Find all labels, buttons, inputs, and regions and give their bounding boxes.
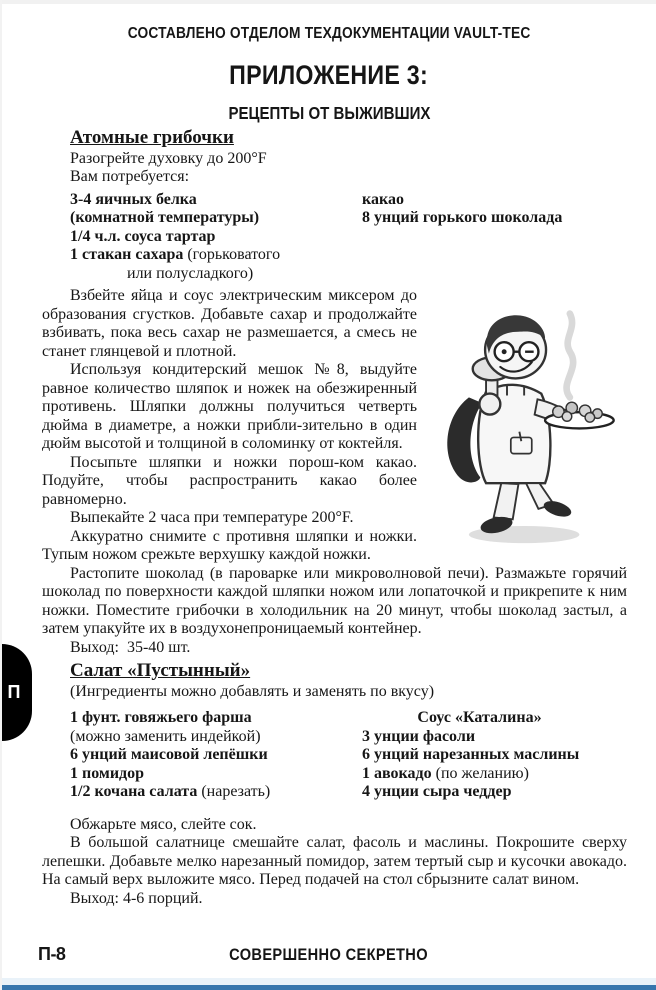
instruction-paragraph: Растопите шоколад (в пароварке или микроволновой печи). Размажьте горячий шоколад по поверхности каждой шляпки ножом или лопаточкой и прикрепите к ним ножки. Поместите грибочки в холодильник на 20 минут, чтобы шоколад застыл, а затем упакуйте их в воздухонепроницаемый контейнер. <box>42 564 627 637</box>
ingredient-item: 1 стакан сахара (горьковатого <box>70 246 281 263</box>
ingredients-column-left <box>42 191 362 284</box>
page-header <box>2 4 656 124</box>
appendix-title: ПРИЛОЖЕНИЕ 3: <box>229 60 429 90</box>
ingredient-item: 1 авокадо (по желанию) <box>362 764 529 782</box>
ingredients-grid <box>42 191 627 284</box>
page-number: П-8 <box>38 944 66 964</box>
compiled-by-line: СОСТАВЛЕНО ОТДЕЛОМ ТЕХДОКУМЕНТАЦИИ VAULT-TEC <box>127 25 531 42</box>
ingredient-item: 3-4 яичных белка <box>70 190 197 208</box>
ingredient-item: какао <box>362 190 404 208</box>
ingredient-item: 8 унций горького шоколада <box>362 209 563 226</box>
instruction-paragraph: Обжарьте мясо, слейте сок. <box>70 815 257 833</box>
recipe-desert-salad <box>42 662 627 908</box>
ingredients-column-left <box>42 709 362 802</box>
sauce-heading: Соус «Каталина» <box>417 709 542 726</box>
ingredients-note: (Ингредиенты можно добавлять и заменять по вкусу) <box>70 682 435 700</box>
ingredient-item: 1 помидор <box>70 764 145 782</box>
footer <box>2 945 656 965</box>
ingredient-item-continuation: или полусладкого) <box>127 264 254 282</box>
index-tab-letter: П <box>7 682 21 702</box>
ingredient-item: (комнатной температуры) <box>70 209 260 226</box>
ingredient-item: 6 унций маисовой лепёшки <box>70 746 268 763</box>
recipes-content <box>2 129 656 908</box>
preheat-line: Разогрейте духовку до 200°F <box>70 149 267 167</box>
instruction-paragraph: Используя кондитерский мешок №8, выдуйте равное количество шляпок и ножек на обезжиренный противень. Шляпки должны получиться четверть дюйма в диаметре, а ножки прибли-зительно в один дюйм высотой и толщиной в соломинку от коктейля. <box>42 361 417 452</box>
classification-stamp: СОВЕРШЕННО СЕКРЕТНО <box>229 945 429 964</box>
ingredient-item: 1 фунт. говяжьего фарша <box>70 709 252 726</box>
page-subtitle: РЕЦЕПТЫ ОТ ВЫЖИВШИХ <box>228 103 430 123</box>
ingredients-column-right <box>362 709 627 802</box>
instruction-paragraph: Взбейте яйца и соус электрическим миксером до образования сгустков. Добавьте сахар и продолжайте взбивать, пока весь сахар не размешается, а смесь не станет глянцевой и плотной. <box>42 287 417 360</box>
index-tab-p <box>2 644 32 741</box>
recipe-instructions <box>42 287 627 657</box>
recipe-title: Салат «Пустынный» <box>70 660 251 681</box>
ingredient-item: (можно заменить индейкой) <box>70 727 261 745</box>
recipe-title: Атомные грибочки <box>70 127 234 148</box>
yield-line: Выход: 35-40 шт. <box>70 638 191 656</box>
bottom-band-blue <box>2 985 656 990</box>
ingredients-grid <box>42 709 627 802</box>
ingredient-item: 1/4 ч.л. соуса тартар <box>70 227 216 245</box>
vault-boy-chef-drawing <box>427 301 627 551</box>
vault-boy-chef-illustration <box>427 301 627 551</box>
instruction-paragraph: В большой салатнице смешайте салат, фасоль и маслины. Покрошите сверху лепешки. Добавьте мелко нарезанный помидор, затем тертый сыр и кусочки авокадо. На самый верх выложите мясо. Перед подачей на стол сбрызните салат вином. <box>42 834 627 888</box>
instruction-paragraph: Выпекайте 2 часа при температуре 200°F. <box>70 509 354 526</box>
you-will-need-line: Вам потребуется: <box>70 168 190 185</box>
ingredients-column-right <box>362 191 627 284</box>
ingredient-item: 3 унции фасоли <box>362 727 476 745</box>
yield-line: Выход: 4-6 порций. <box>70 889 203 907</box>
bottom-band-light <box>2 978 656 985</box>
instruction-paragraph: Аккуратно снимите с противня шляпки и ножки. Тупым ножом срежьте верхушку каждой ножки. <box>42 527 417 563</box>
ingredient-item: 4 унции сыра чеддер <box>362 783 512 800</box>
instruction-paragraph: Посыпьте шляпки и ножки порош-ком какао. Подуйте, чтобы распространить какао более равномерно. <box>42 453 417 508</box>
ingredient-item: 6 унций нарезанных маслины <box>362 746 580 763</box>
ingredient-item: 1/2 кочана салата (нарезать) <box>70 783 271 800</box>
recipe-atomic-mushrooms <box>42 129 627 657</box>
